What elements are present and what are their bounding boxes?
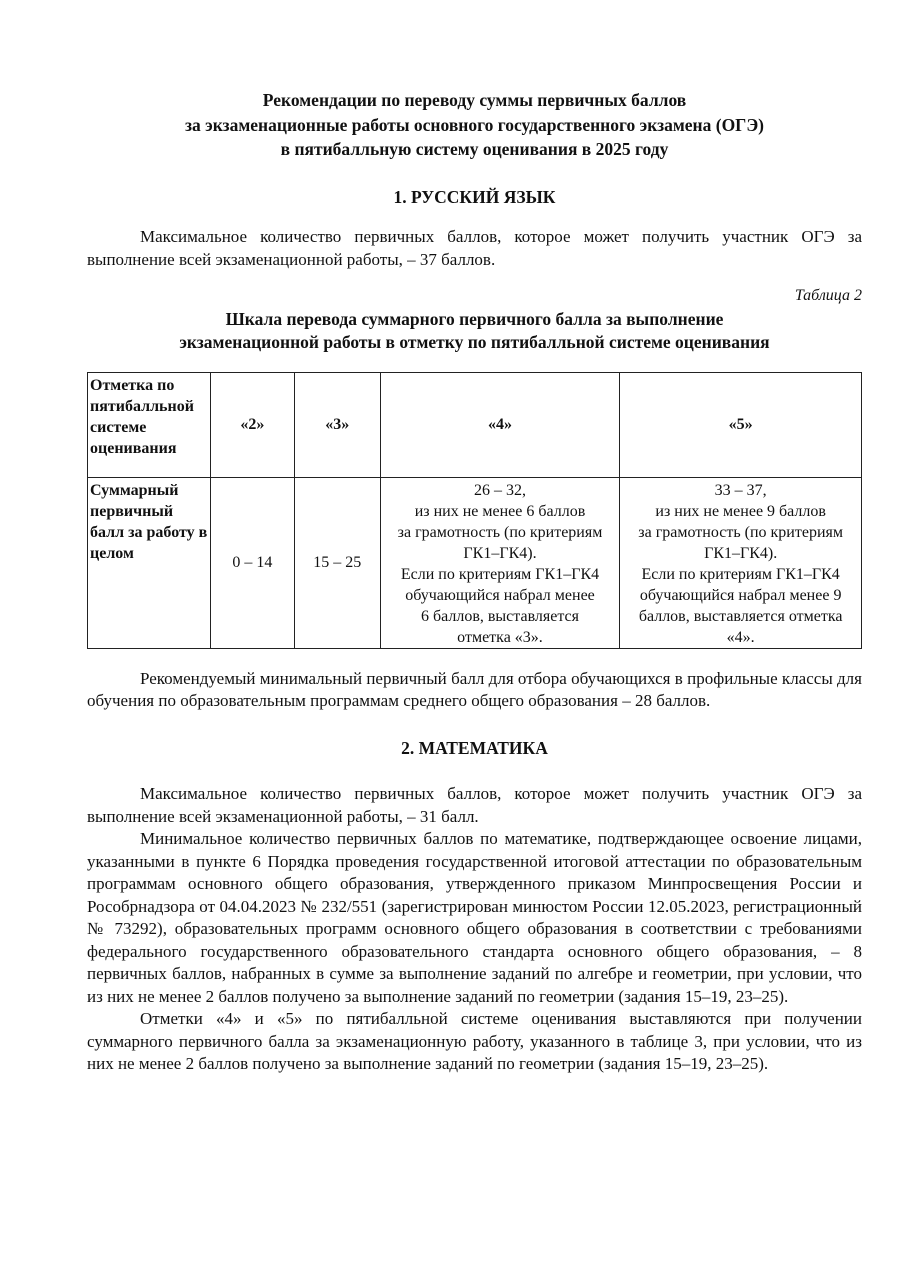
score-grade-5-line: из них не менее 9 баллов (655, 502, 826, 520)
score-grade-5-line: за грамотность (по критериям (638, 523, 844, 541)
row-header-grade: Отметка по пятибалльной системе оценивания (88, 372, 211, 477)
section-2-paragraph-2: Минимальное количество первичных баллов по математике, подтверждающее освоение лицами, указанными в пункте 6 Порядка проведения государственной итоговой аттестации по образовательным программам основного общего образования, утвержденного приказом Минпросвещения России и Рособрнадзора от 04.04.2023 № 232/551 (зарегистрирован минюстом России 12.05.2023, регистрационный № 73292), образовательных программ основного общего образования в соответствии с требованиями федерального государственного образовательного стандарта основного общего образования, – 8 первичных баллов, набранных в сумме за выполнение заданий по алгебре и геометрии, при условии, что из них не менее 2 баллов получено за выполнение заданий по геометрии (задания 15–19, 23–25). (87, 829, 862, 1006)
document-title-line-1: Рекомендации по переводу суммы первичных баллов (262, 90, 687, 110)
table-caption: Таблица 2 (794, 287, 862, 304)
score-grade-5-line: 33 – 37, (714, 481, 767, 499)
score-grade-4 (380, 477, 620, 648)
document-title-line-3: в пятибалльную систему оценивания в 2025 году (280, 139, 669, 159)
score-grade-4-line: обучающийся набрал менее (405, 586, 595, 604)
score-grade-5-line: Если по критериям ГК1–ГК4 (641, 565, 840, 583)
row-header-score: Суммарный первичный балл за работу в целом (88, 477, 211, 648)
score-grade-5-line: баллов, выставляется отметка (638, 607, 843, 625)
table-row-scores (88, 477, 862, 648)
score-grade-4-line: ГК1–ГК4). (463, 544, 537, 562)
document-title (87, 88, 862, 162)
table-title-line-2: экзаменационной работы в отметку по пятибалльной системе оценивания (179, 331, 770, 352)
score-grade-5-line: обучающийся набрал менее 9 (639, 586, 842, 604)
score-grade-4-line: за грамотность (по критериям (397, 523, 603, 541)
section-2-heading: 2. МАТЕМАТИКА (401, 737, 548, 758)
score-scale-table (87, 372, 862, 649)
section-2-paragraph-3: Отметки «4» и «5» по пятибалльной системе оценивания выставляются при получении суммарного первичного балла за экзаменационную работу, указанного в таблице 3, при условии, что из них не менее 2 баллов получено за выполнение заданий по геометрии (задания 15–19, 23–25). (87, 1009, 862, 1073)
grade-2-header: «2» (210, 372, 294, 477)
table-row-grades (88, 372, 862, 477)
score-grade-5 (620, 477, 862, 648)
score-grade-5-line: ГК1–ГК4). (704, 544, 778, 562)
score-grade-4-line: 26 – 32, (474, 481, 526, 499)
score-grade-2: 0 – 14 (210, 477, 294, 648)
score-grade-5-line: «4». (726, 628, 755, 646)
score-grade-4-line: отметка «3». (457, 628, 543, 646)
table-title (87, 308, 862, 354)
table-title-line-1: Шкала перевода суммарного первичного балла за выполнение (225, 308, 724, 329)
score-grade-4-line: Если по критериям ГК1–ГК4 (400, 565, 600, 583)
score-grade-4-line: из них не менее 6 баллов (414, 502, 586, 520)
section-1-paragraph-2: Рекомендуемый минимальный первичный балл для отбора обучающихся в профильные классы для обучения по образовательным программам среднего общего образования – 28 баллов. (87, 668, 862, 710)
section-1-heading: 1. РУССКИЙ ЯЗЫК (393, 186, 556, 207)
score-grade-3: 15 – 25 (294, 477, 380, 648)
grade-3-header: «3» (294, 372, 380, 477)
document-page (87, 88, 862, 1076)
grade-4-header: «4» (380, 372, 620, 477)
section-2-paragraph-1: Максимальное количество первичных баллов, которое может получить участник ОГЭ за выполнение всей экзаменационной работы, – 31 балл. (87, 784, 862, 826)
score-grade-4-line: 6 баллов, выставляется (420, 607, 580, 625)
section-1-paragraph-1: Максимальное количество первичных баллов, которое может получить участник ОГЭ за выполнение всей экзаменационной работы, – 37 баллов. (87, 227, 862, 269)
grade-5-header: «5» (620, 372, 862, 477)
document-title-line-2: за экзаменационные работы основного государственного экзамена (ОГЭ) (184, 114, 765, 135)
